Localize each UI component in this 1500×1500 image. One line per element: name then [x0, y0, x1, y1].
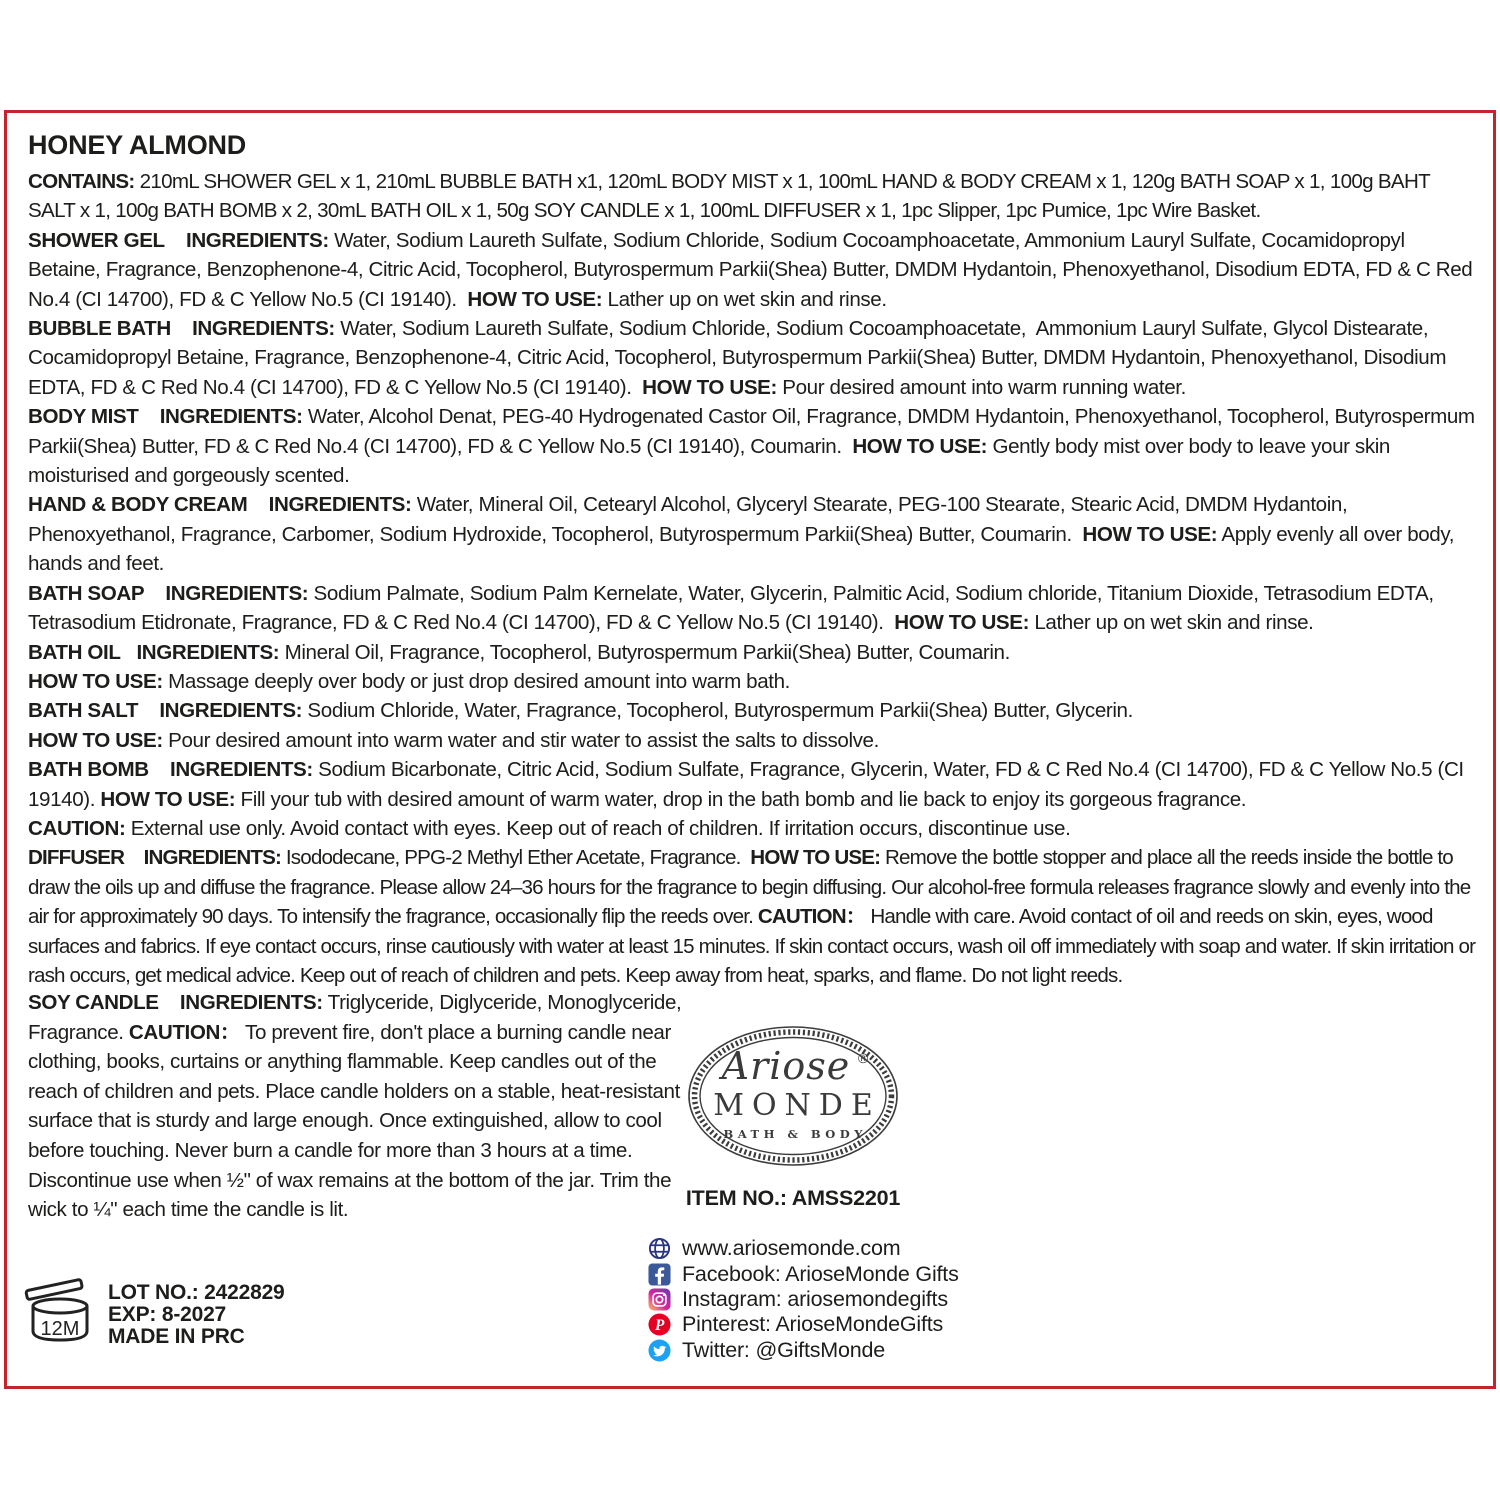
- lot-lines: [108, 1272, 285, 1347]
- twitter-icon: [648, 1339, 671, 1362]
- logo-tagline: BATH & BODY: [723, 1127, 867, 1141]
- globe-icon: [648, 1237, 671, 1260]
- social-row-website: [648, 1236, 959, 1261]
- lot-info-block: [22, 1272, 285, 1347]
- label-paragraph: DIFFUSER INGREDIENTS: Isododecane, PPG-2 Methyl Ether Acetate, Fragrance. HOW TO USE: Remove the bottle stopper and place all the reeds inside the bottle to draw the oils up and diffuse the fragrance. Please allow 24–36 hours for the fragrance to begin diffusing. Our alcohol-free formula releases fragrance slowly and evenly into the air for approximately 90 days. To intensify the fragrance, occasionally flip the reeds over. CAUTION： Handle with care. Avoid contact of oil and reeds on skin, eyes, wood surfaces and fabrics. If eye contact occurs, rinse cautiously with water at least 15 minutes. If skin contact occurs, wash oil off immediately with soap and water. If skin irritation or rash occurs, get medical advice. Keep out of reach of children and pets. Keep away from heat, sparks, and flame. Do not light reeds.: [28, 846, 1476, 987]
- website-url: www.ariosemonde.com: [682, 1236, 901, 1261]
- label-paragraph: BUBBLE BATH INGREDIENTS: Water, Sodium Laureth Sulfate, Sodium Chloride, Sodium Cocoamphoacetate, Ammonium Lauryl Sulfate, Glycol Distearate, Cocamidopropyl Betaine, Fragrance, Benzophenone-4, Citric Acid, Tocopherol, Butyrospermum Parkii(Shea) Butter, DMDM Hydantoin, Phenoxyethanol, Disodium EDTA, FD & C Red No.4 (CI 14700), FD & C Yellow No.5 (CI 19140). HOW TO USE: Pour desired amount into warm running water.: [28, 317, 1447, 399]
- label-paragraph: CONTAINS: 210mL SHOWER GEL x 1, 210mL BUBBLE BATH x1, 120mL BODY MIST x 1, 100mL HAND & BODY CREAM x 1, 120g BATH SOAP x 1, 100g BAHT SALT x 1, 100g BATH BOMB x 2, 30mL BATH OIL x 1, 50g SOY CANDLE x 1, 100mL DIFFUSER x 1, 1pc Slipper, 1pc Pumice, 1pc Wire Basket.: [28, 170, 1430, 223]
- label-paragraph: BATH SALT INGREDIENTS: Sodium Chloride, Water, Fragrance, Tocopherol, Butyrospermum Parkii(Shea) Butter, Glycerin.: [28, 699, 1133, 723]
- label-paragraph: BATH SOAP INGREDIENTS: Sodium Palmate, Sodium Palm Kernelate, Water, Glycerin, Palmitic Acid, Sodium chloride, Titanium Dioxide, Tetrasodium EDTA, Tetrasodium Etidronate, Fragrance, FD & C Red No.4 (CI 14700), FD & C Yellow No.5 (CI 19140). HOW TO USE: Lather up on wet skin and rinse.: [28, 581, 1434, 635]
- instagram-icon: [648, 1288, 671, 1311]
- item-number: ITEM NO.: AMSS2201: [685, 1186, 901, 1210]
- pao-months-label: 12M: [40, 1318, 80, 1340]
- social-row-twitter: [648, 1338, 959, 1363]
- social-row-instagram: [648, 1287, 959, 1312]
- soy-candle-text: [28, 988, 686, 1225]
- facebook-icon: [648, 1263, 671, 1286]
- label-paragraph: BODY MIST INGREDIENTS: Water, Alcohol Denat, PEG-40 Hydrogenated Castor Oil, Fragrance, DMDM Hydantoin, Phenoxyethanol, Tocopherol, Butyrospermum Parkii(Shea) Butter, FD & C Red No.4 (CI 14700), FD & C Yellow No.5 (CI 19140), Coumarin. HOW TO USE: Gently body mist over body to leave your skin moisturised and gorgeously scented.: [28, 405, 1475, 488]
- lot-number: LOT NO.: 2422829: [108, 1281, 285, 1304]
- facebook-handle: Facebook: ArioseMonde Gifts: [682, 1261, 959, 1286]
- twitter-handle: Twitter: @GiftsMonde: [682, 1337, 886, 1362]
- product-scent-title: HONEY ALMOND: [28, 130, 247, 160]
- label-paragraph: BATH BOMB INGREDIENTS: Sodium Bicarbonate, Citric Acid, Sodium Sulfate, Fragrance, Glycerin, Water, FD & C Red No.4 (CI 14700), FD & C Yellow No.5 (CI 19140). HOW TO USE: Fill your tub with desired amount of warm water, drop in the bath bomb and lie back to enjoy its gorgeous fragrance.: [28, 758, 1464, 811]
- social-row-pinterest: [648, 1312, 959, 1337]
- period-after-opening-icon: [22, 1272, 98, 1347]
- pinterest-icon: [648, 1313, 671, 1336]
- logo-brand-word: MONDE: [713, 1088, 881, 1123]
- expiry-date: EXP: 8-2027: [108, 1302, 227, 1326]
- instagram-handle: Instagram: ariosemondegifts: [682, 1286, 948, 1311]
- svg-text:P: P: [655, 1317, 665, 1335]
- brand-logo-block: [628, 1024, 958, 1211]
- logo-brand-script: Ariose: [721, 1044, 851, 1088]
- label-paragraph: CAUTION: External use only. Avoid contact with eyes. Keep out of reach of children. If irritation occurs, discontinue use.: [28, 816, 1071, 840]
- label-paragraph: HOW TO USE: Pour desired amount into warm water and stir water to assist the salts to dissolve.: [28, 728, 879, 752]
- label-paragraph: HAND & BODY CREAM INGREDIENTS: Water, Mineral Oil, Cetearyl Alcohol, Glyceryl Stearate, PEG-100 Stearate, Stearic Acid, DMDM Hydantoin, Phenoxyethanol, Fragrance, Carbomer, Sodium Hydroxide, Tocopherol, Butyrospermum Parkii(Shea) Butter, Coumarin. HOW TO USE: Apply evenly all over body, hands and feet.: [28, 493, 1455, 576]
- ingredients-text-block: [28, 167, 1480, 990]
- pinterest-handle: Pinterest: ArioseMondeGifts: [682, 1312, 944, 1337]
- label-paragraph: BATH OIL INGREDIENTS: Mineral Oil, Fragrance, Tocopherol, Butyrospermum Parkii(Shea) Butter, Coumarin.: [28, 640, 1010, 664]
- soy-candle-section: [28, 988, 1480, 1240]
- registered-mark-icon: ®: [858, 1050, 869, 1066]
- soy-candle-paragraph: SOY CANDLE INGREDIENTS: Triglyceride, Diglyceride, Monoglyceride, Fragrance. CAUTION： To prevent fire, don't place a burning candle near clothing, books, curtains or anything flammable. Keep candles out of the reach of children and pets. Place candle holders on a stable, heat-resistant surface that is sturdy and large enough. Once extinguished, allow to cool before touching. Never burn a candle for more than 3 hours at a time. Discontinue use when ½" of wax remains at the bottom of the jar. Trim the wick to ¼" each time the candle is lit.: [28, 991, 682, 1222]
- social-links-block: [648, 1236, 959, 1363]
- country-of-origin: MADE IN PRC: [108, 1324, 245, 1348]
- brand-logo: [686, 1024, 900, 1168]
- label-paragraph: SHOWER GEL INGREDIENTS: Water, Sodium Laureth Sulfate, Sodium Chloride, Sodium Cocoamphoacetate, Ammonium Lauryl Sulfate, Cocamidopropyl Betaine, Fragrance, Benzophenone-4, Citric Acid, Tocopherol, Butyrospermum Parkii(Shea) Butter, DMDM Hydantoin, Phenoxyethanol, Disodium EDTA, FD & C Red No.4 (CI 14700), FD & C Yellow No.5 (CI 19140). HOW TO USE: Lather up on wet skin and rinse.: [28, 228, 1473, 311]
- label-paragraph: HOW TO USE: Massage deeply over body or just drop desired amount into warm bath.: [28, 669, 790, 693]
- social-row-facebook: [648, 1261, 959, 1286]
